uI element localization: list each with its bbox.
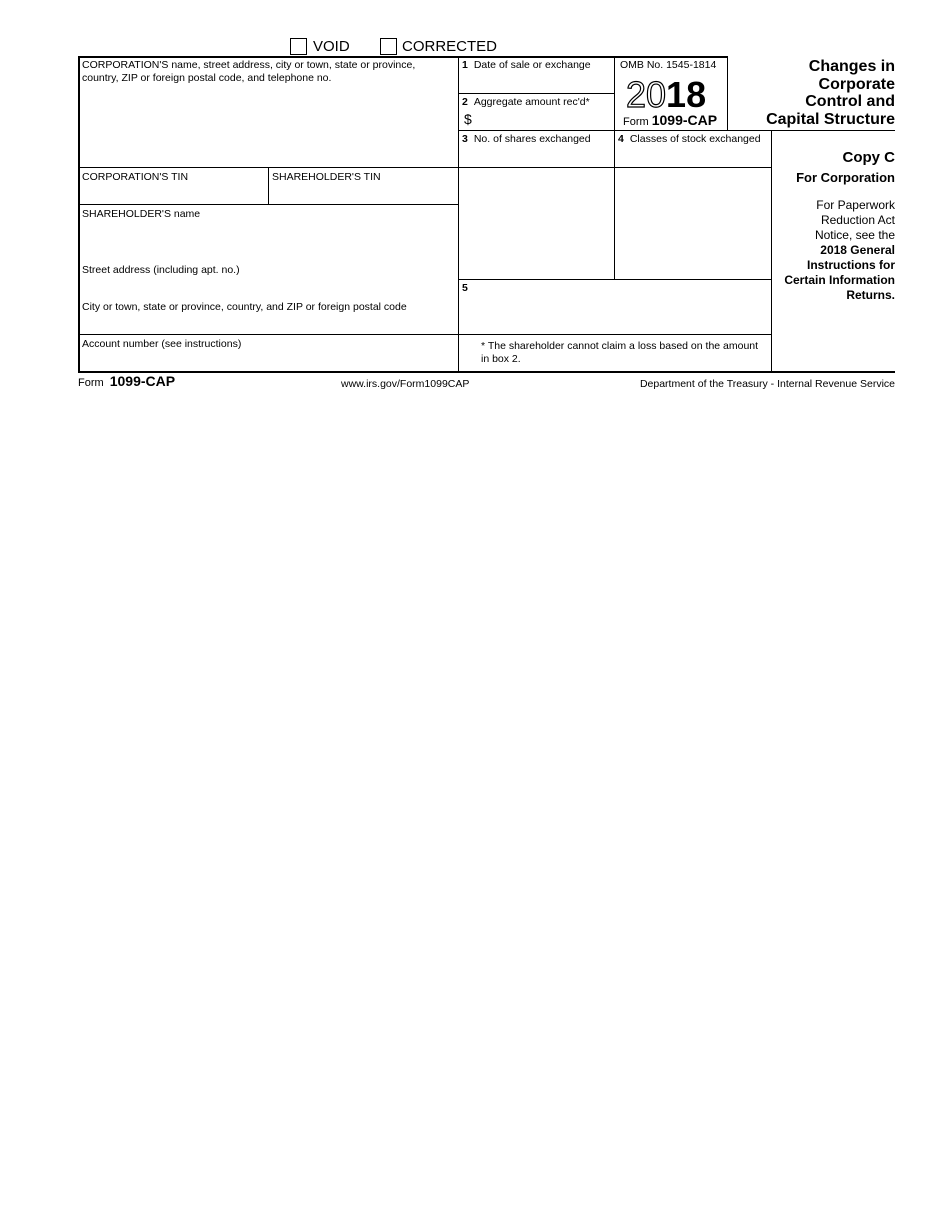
box5-field[interactable]: [460, 296, 770, 333]
shareholder-tin-field[interactable]: [270, 185, 456, 203]
corrected-label: CORRECTED: [402, 38, 498, 55]
line-box1-box2: [458, 93, 614, 94]
title-line-1: Changes in: [808, 58, 895, 75]
omb-form-prefix: Form: [623, 116, 649, 128]
box2-footnote: * The shareholder cannot claim a loss based on the amount in box 2.: [481, 340, 759, 365]
box1-field[interactable]: [460, 74, 612, 92]
box5-number: 5: [462, 282, 468, 294]
city-label: City or town, state or province, country, and ZIP or foreign postal code: [82, 301, 407, 313]
corporation-name-label: CORPORATION'S name, street address, city or town, state or province, country, ZIP or foreign postal code, and telephone no.: [82, 59, 416, 84]
box5-label: [462, 282, 474, 295]
paperwork-notice: [784, 198, 895, 303]
box2-currency: $: [464, 111, 472, 127]
box3-label: [462, 133, 591, 146]
omb-form-number: 1099-CAP: [651, 112, 718, 128]
notice-line-1: For Paperwork: [816, 198, 895, 212]
divider-left-boxes: [458, 56, 459, 372]
omb-number: OMB No. 1545-1814: [620, 59, 717, 71]
box1-number: 1: [462, 59, 468, 71]
account-number-field[interactable]: [80, 352, 456, 370]
void-label: VOID: [313, 38, 350, 55]
notice-line-3: Notice, see the: [814, 228, 895, 242]
account-number-label: Account number (see instructions): [82, 338, 242, 350]
line-box5-bottom: [458, 334, 772, 335]
box4-field[interactable]: [616, 169, 770, 277]
footer-form-name: [78, 374, 175, 391]
line-tin-bottom: [78, 204, 458, 205]
line-box4-bottom: [458, 279, 772, 280]
notice-line-7: Returns.: [846, 288, 895, 302]
tax-year-light: 20: [626, 74, 667, 115]
line-box2-box3: [458, 130, 772, 131]
footer-department: Department of the Treasury - Internal Revenue Service: [639, 378, 895, 390]
notice-line-6: Certain Information: [784, 273, 895, 287]
footer-form-prefix: Form: [78, 377, 104, 389]
corporation-name-field[interactable]: [80, 84, 456, 166]
corporation-tin-label: CORPORATION'S TIN: [82, 171, 189, 183]
box4-label: [618, 133, 761, 146]
box4-text: Classes of stock exchanged: [629, 133, 761, 145]
form-title: [766, 58, 895, 128]
form-bottom-border: [78, 371, 895, 373]
tax-year: [626, 74, 707, 115]
title-line-2: Corporate: [818, 75, 895, 93]
copy-subheading: For Corporation: [796, 170, 895, 185]
box1-text: Date of sale or exchange: [473, 59, 591, 71]
void-checkbox[interactable]: [290, 38, 307, 55]
title-line-4: Capital Structure: [766, 110, 895, 128]
copy-heading: Copy C: [842, 149, 895, 166]
shareholder-name-label: SHAREHOLDER'S name: [82, 208, 201, 220]
notice-line-2: Reduction Act: [820, 213, 895, 227]
street-address-label: Street address (including apt. no.): [82, 264, 240, 276]
notice-line-4: 2018 General: [820, 243, 895, 257]
footer-url: www.irs.gov/Form1099CAP: [341, 378, 470, 390]
box2-label: [462, 96, 590, 109]
corrected-checkbox[interactable]: [380, 38, 397, 55]
box2-text: Aggregate amount rec'd*: [473, 96, 590, 108]
omb-form-name: [623, 113, 717, 130]
shareholder-name-field[interactable]: [80, 222, 456, 262]
city-field[interactable]: [80, 315, 456, 333]
corporation-tin-field[interactable]: [80, 185, 266, 203]
shareholder-tin-label: SHAREHOLDER'S TIN: [272, 171, 381, 183]
box2-field[interactable]: [476, 110, 612, 129]
divider-omb-title: [727, 56, 728, 130]
box4-number: 4: [618, 133, 624, 145]
tax-year-bold: 18: [666, 74, 707, 115]
title-line-3: Control and: [805, 93, 895, 110]
box3-number: 3: [462, 133, 468, 145]
line-account-top: [78, 334, 458, 335]
notice-line-5: Instructions for: [806, 258, 895, 272]
box1-label: [462, 59, 591, 72]
box3-field[interactable]: [460, 169, 612, 277]
divider-tins: [268, 167, 269, 204]
line-box3-label: [458, 167, 772, 168]
box2-number: 2: [462, 96, 468, 108]
footer-form-number: 1099-CAP: [109, 373, 176, 389]
box3-text: No. of shares exchanged: [473, 133, 591, 145]
form-top-border: [78, 56, 728, 58]
street-address-field[interactable]: [80, 278, 456, 300]
line-copy-top: [771, 130, 895, 131]
